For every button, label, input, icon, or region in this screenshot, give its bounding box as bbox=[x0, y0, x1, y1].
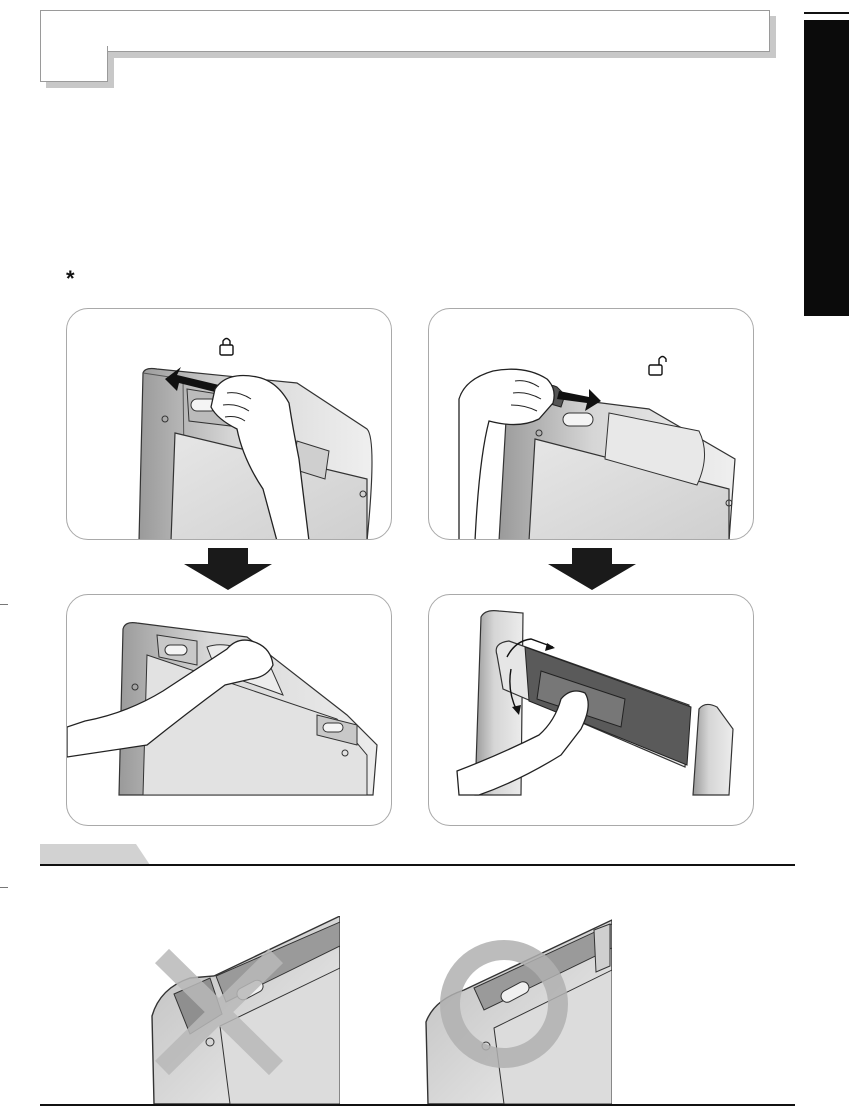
margin-tick bbox=[0, 604, 8, 605]
lock-closed-icon bbox=[220, 339, 233, 356]
step-1-illustration bbox=[67, 309, 392, 540]
correct-example-illustration bbox=[424, 916, 612, 1104]
title-tab-join bbox=[41, 45, 107, 48]
title-box bbox=[40, 10, 770, 52]
title-tab bbox=[40, 46, 108, 82]
step-4-illustration bbox=[429, 595, 754, 826]
lock-open-icon bbox=[649, 357, 666, 376]
wrong-example-illustration bbox=[150, 916, 340, 1104]
down-arrow-icon bbox=[184, 548, 272, 590]
side-tab-rule bbox=[804, 12, 849, 14]
section-rule bbox=[40, 864, 795, 866]
margin-tick bbox=[0, 887, 8, 888]
section-header-tab bbox=[40, 844, 150, 865]
side-chapter-tab bbox=[804, 20, 849, 316]
step-4-panel bbox=[428, 594, 754, 826]
step-3-illustration bbox=[67, 595, 392, 826]
step-1-panel bbox=[66, 308, 392, 540]
step-3-panel bbox=[66, 594, 392, 826]
bottom-rule bbox=[40, 1104, 795, 1106]
down-arrow-icon bbox=[548, 548, 636, 590]
step-2-illustration bbox=[429, 309, 754, 540]
note-asterisk: * bbox=[66, 266, 75, 291]
step-2-panel bbox=[428, 308, 754, 540]
